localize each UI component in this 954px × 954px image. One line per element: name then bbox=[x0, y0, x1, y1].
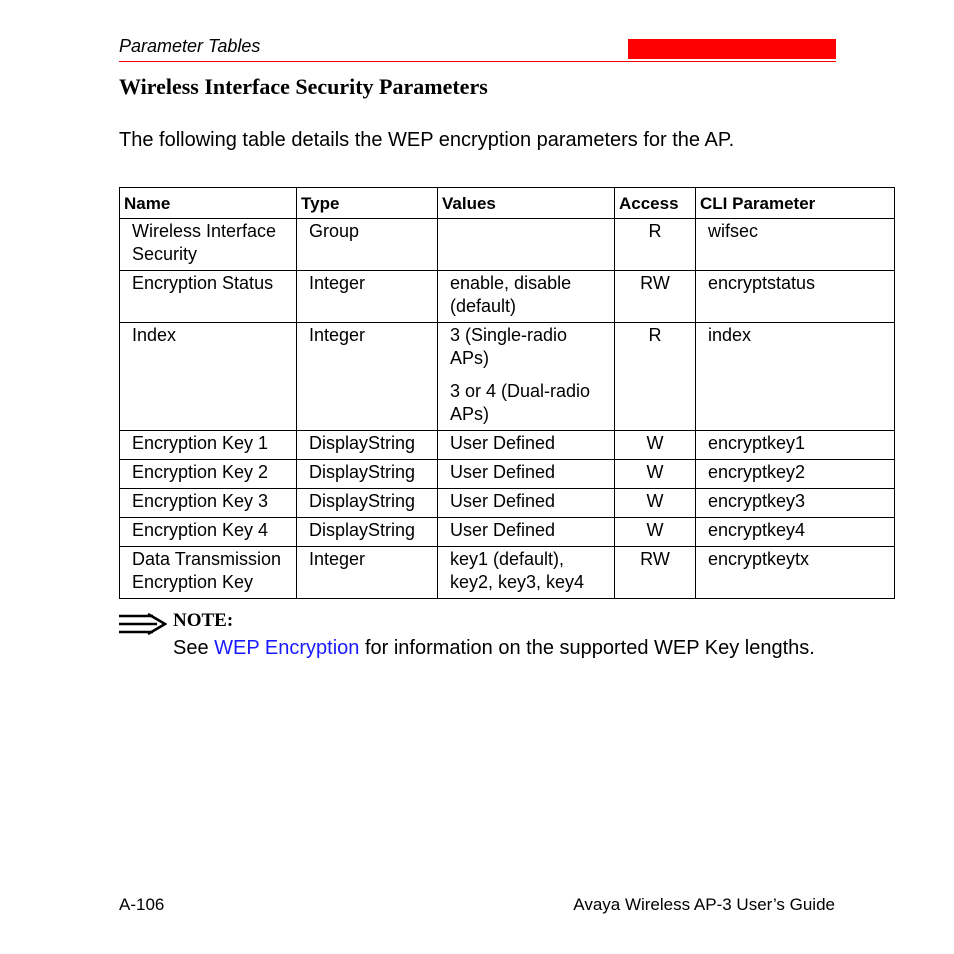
cell-values: key1 (default), key2, key3, key4 bbox=[438, 547, 615, 599]
intro-paragraph: The following table details the WEP encryption parameters for the AP. bbox=[119, 129, 735, 151]
cell-access: RW bbox=[615, 271, 696, 323]
cell-name: Data Transmission Encryption Key bbox=[120, 547, 297, 599]
cell-name: Encryption Key 2 bbox=[120, 460, 297, 489]
cell-type: DisplayString bbox=[297, 431, 438, 460]
values-paragraph: 3 or 4 (Dual-radio APs) bbox=[450, 381, 591, 424]
note-text-after: for information on the supported WEP Key lengths. bbox=[359, 637, 815, 659]
parameters-table bbox=[119, 187, 895, 599]
page-number: A-106 bbox=[119, 895, 165, 914]
table-row bbox=[120, 518, 895, 547]
cell-values: User Defined bbox=[438, 460, 615, 489]
cell-cli-parameter: encryptkey1 bbox=[696, 431, 895, 460]
note-text-before: See bbox=[173, 637, 215, 659]
cell-type: Integer bbox=[297, 323, 438, 431]
cell-access: W bbox=[615, 460, 696, 489]
table-row bbox=[120, 323, 895, 431]
cell-cli-parameter: encryptstatus bbox=[696, 271, 895, 323]
cell-name: Encryption Status bbox=[120, 271, 297, 323]
table-row bbox=[120, 271, 895, 323]
cell-values bbox=[438, 323, 615, 431]
cell-cli-parameter: encryptkey3 bbox=[696, 489, 895, 518]
cell-access: W bbox=[615, 489, 696, 518]
cell-access: W bbox=[615, 518, 696, 547]
cell-type: DisplayString bbox=[297, 460, 438, 489]
cell-values: User Defined bbox=[438, 518, 615, 547]
column-header-access: Access bbox=[615, 188, 696, 219]
cell-access: R bbox=[615, 219, 696, 271]
cell-name: Wireless Interface Security bbox=[120, 219, 297, 271]
values-paragraph: 3 (Single-radio APs) bbox=[450, 325, 568, 368]
book-title: Avaya Wireless AP-3 User’s Guide bbox=[573, 895, 835, 914]
column-header-name: Name bbox=[120, 188, 297, 219]
cell-type: Group bbox=[297, 219, 438, 271]
table-row bbox=[120, 431, 895, 460]
cell-values bbox=[438, 219, 615, 271]
note-arrow-icon bbox=[119, 613, 167, 635]
cell-type: DisplayString bbox=[297, 489, 438, 518]
cell-cli-parameter: encryptkey2 bbox=[696, 460, 895, 489]
cell-access: W bbox=[615, 431, 696, 460]
header-accent-bar bbox=[628, 39, 836, 59]
wep-encryption-link[interactable]: WEP Encryption bbox=[214, 637, 360, 659]
column-header-type: Type bbox=[297, 188, 438, 219]
table-row bbox=[120, 489, 895, 518]
section-title: Wireless Interface Security Parameters bbox=[119, 74, 488, 99]
cell-name: Encryption Key 3 bbox=[120, 489, 297, 518]
cell-type: Integer bbox=[297, 547, 438, 599]
cell-name: Encryption Key 1 bbox=[120, 431, 297, 460]
table-header-row bbox=[120, 188, 895, 219]
note-text bbox=[173, 635, 833, 662]
column-header-values: Values bbox=[438, 188, 615, 219]
cell-access: RW bbox=[615, 547, 696, 599]
cell-access: R bbox=[615, 323, 696, 431]
table-row bbox=[120, 219, 895, 271]
cell-cli-parameter: index bbox=[696, 323, 895, 431]
cell-type: Integer bbox=[297, 271, 438, 323]
cell-type: DisplayString bbox=[297, 518, 438, 547]
running-header: Parameter Tables bbox=[119, 36, 261, 56]
cell-cli-parameter: encryptkey4 bbox=[696, 518, 895, 547]
note-label: NOTE: bbox=[173, 610, 234, 631]
cell-values: User Defined bbox=[438, 489, 615, 518]
column-header-cli-parameter: CLI Parameter bbox=[696, 188, 895, 219]
cell-cli-parameter: encryptkeytx bbox=[696, 547, 895, 599]
cell-cli-parameter: wifsec bbox=[696, 219, 895, 271]
cell-name: Encryption Key 4 bbox=[120, 518, 297, 547]
cell-values: enable, disable (default) bbox=[438, 271, 615, 323]
cell-name: Index bbox=[120, 323, 297, 431]
table-row bbox=[120, 460, 895, 489]
table-row bbox=[120, 547, 895, 599]
cell-values: User Defined bbox=[438, 431, 615, 460]
header-rule bbox=[119, 61, 836, 62]
